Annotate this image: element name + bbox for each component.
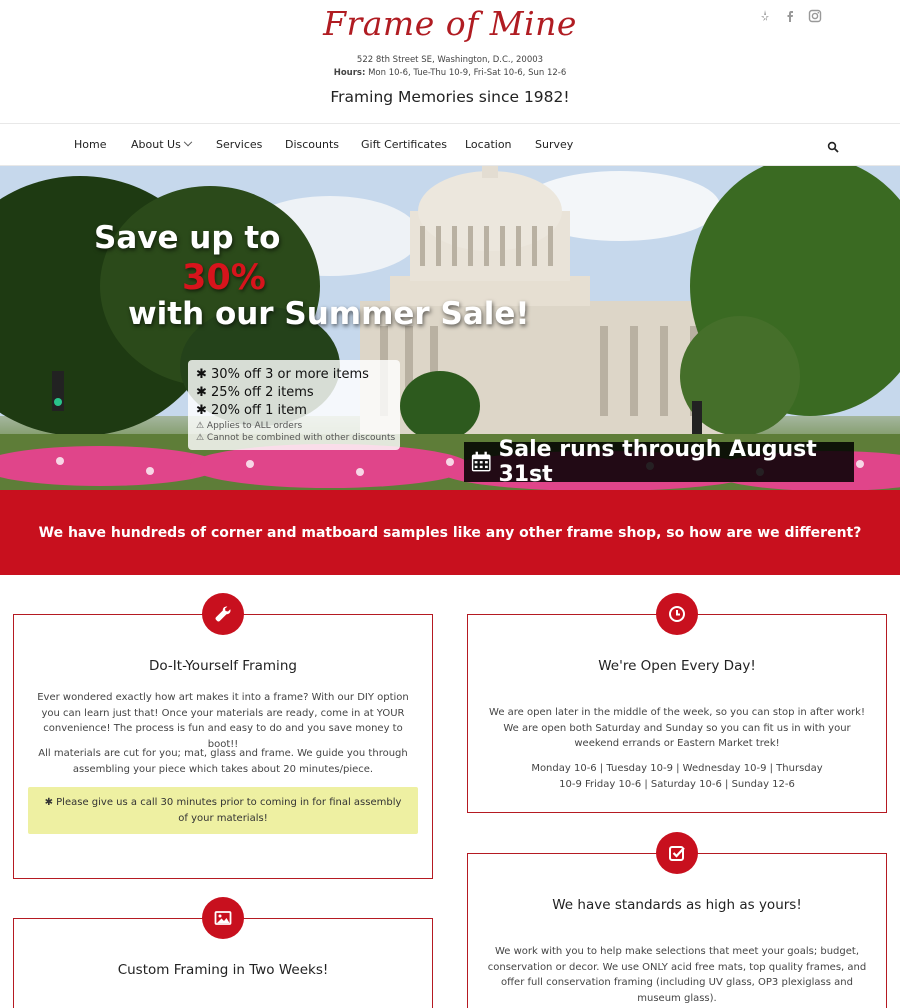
card-diy-framing: [13, 614, 433, 879]
search-icon[interactable]: [827, 138, 839, 150]
deal-item: ✱ 20% off 1 item: [196, 403, 307, 418]
nav-services[interactable]: Services: [216, 138, 263, 151]
instagram-icon[interactable]: [808, 9, 822, 23]
differentiator-banner: [0, 490, 900, 575]
calendar-icon: [470, 450, 492, 474]
card-open-every-day: [467, 614, 887, 813]
main-nav: [0, 123, 900, 166]
nav-survey[interactable]: Survey: [535, 138, 574, 151]
checkbox-icon: [656, 832, 698, 874]
card-text: All materials are cut for you; mat, glass and frame. We guide you through assembling your piece which takes about 20 minutes/piece.: [38, 748, 408, 775]
differentiator-text: We have hundreds of corner and matboard samples like any other frame shop, so how are we different?: [38, 524, 862, 541]
facebook-icon[interactable]: [783, 9, 797, 23]
site-logo[interactable]: Frame of Mine: [323, 4, 577, 43]
hours-label: Hours:: [333, 68, 366, 78]
chevron-down-icon: [184, 138, 192, 146]
sale-dates-banner: [464, 437, 854, 487]
hero-discount-percent: 30%: [182, 258, 266, 298]
hero-banner: [0, 166, 900, 490]
picture-icon: [202, 897, 244, 939]
diy-callout-note: ✱ Please give us a call 30 minutes prior to coming in for final assembly of your materials!: [28, 787, 418, 834]
site-header: [0, 0, 900, 123]
nav-location[interactable]: Location: [465, 138, 512, 151]
hero-headline-line3: with our Summer Sale!: [128, 296, 530, 332]
card-text: We are open later in the middle of the week, so you can stop in after work! We are open both Saturday and Sunday so you can fit us in with your weekend errands or Eastern Market trek!: [489, 707, 865, 749]
nav-about-us[interactable]: [131, 138, 191, 151]
sale-dates-text: Sale runs through August 31st: [498, 437, 817, 487]
card-title: Do-It-Yourself Framing: [149, 658, 297, 674]
card-high-standards: [467, 853, 887, 1008]
nav-discounts[interactable]: Discounts: [285, 138, 340, 151]
card-text: Ever wondered exactly how art makes it into a frame? With our DIY option you can learn just that! Once your materials are ready, come in at YOUR convenience! The process is fun and easy to do and you save money to boot!!: [37, 692, 409, 750]
nav-about-us-label: About Us: [131, 138, 181, 151]
deal-item: ✱ 30% off 3 or more items: [196, 367, 369, 382]
deal-note: ⚠ Applies to ALL orders: [196, 421, 303, 431]
hero-headline-line1: Save up to: [94, 220, 281, 256]
wrench-icon: [202, 593, 244, 635]
card-title: We have standards as high as yours!: [552, 897, 802, 913]
weekly-hours: Monday 10-6 | Tuesday 10-9 | Wednesday 10-9 | Thursday 10-9 Friday 10-6 | Saturday 10-6 | Sunday 12-6: [531, 763, 823, 790]
card-title: We're Open Every Day!: [598, 658, 756, 674]
store-hours: [0, 68, 900, 78]
deal-list-box: [188, 360, 400, 450]
nav-home[interactable]: Home: [74, 138, 107, 151]
hours-value: Mon 10-6, Tue-Thu 10-9, Fri-Sat 10-6, Sun 12-6: [365, 68, 567, 78]
social-links: [758, 9, 822, 23]
card-title: Custom Framing in Two Weeks!: [117, 962, 329, 978]
deal-note: ⚠ Cannot be combined with other discounts: [196, 433, 396, 443]
yelp-icon[interactable]: [758, 9, 772, 23]
card-custom-framing: [13, 918, 433, 1008]
card-text: We work with you to help make selections that meet your goals; budget, conservation or decor. We use ONLY acid free mats, top quality frames, and offer full conservation framing (including UV glass, OP3 plexiglass and museum glass).: [487, 946, 867, 1004]
deal-item: ✱ 25% off 2 items: [196, 385, 314, 400]
nav-gift-certificates[interactable]: Gift Certificates: [361, 138, 447, 151]
clock-icon: [656, 593, 698, 635]
tagline: Framing Memories since 1982!: [330, 88, 570, 106]
store-address: 522 8th Street SE, Washington, D.C., 20003: [356, 55, 544, 65]
